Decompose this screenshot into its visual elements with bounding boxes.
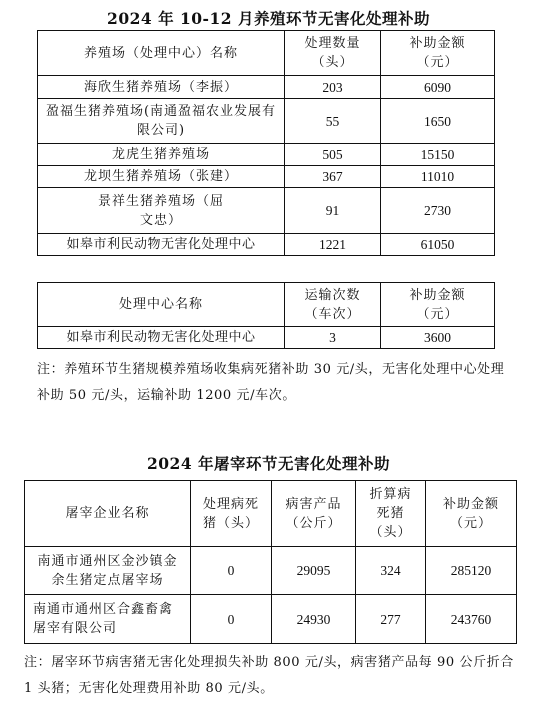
farm-name-cell: 盈福生猪养殖场(南通盈福农业发展有限公司) <box>38 99 285 144</box>
farm-name-cell: 海欣生猪养殖场（李振） <box>38 76 285 99</box>
transport-subsidy-table <box>37 282 495 349</box>
table-header-row <box>25 481 517 547</box>
table-row <box>38 76 495 99</box>
dead-pigs-cell: 0 <box>191 547 272 595</box>
products-kg-cell: 29095 <box>272 547 356 595</box>
table-row <box>38 234 495 256</box>
farm-name-cell: 如皋市利民动物无害化处理中心 <box>38 234 285 256</box>
table-row <box>38 99 495 144</box>
header-cell: 折算病死猪（头） <box>356 481 426 547</box>
products-kg-cell: 24930 <box>272 595 356 644</box>
amount-cell: 11010 <box>381 166 495 188</box>
quantity-cell: 203 <box>285 76 381 99</box>
header-cell: 病害产品（公斤） <box>272 481 356 547</box>
header-cell: 处理数量（头） <box>285 31 381 76</box>
header-cell: 处理中心名称 <box>38 283 285 327</box>
table-row <box>38 166 495 188</box>
enterprise-name-cell: 南通市通州区金沙镇金余生猪定点屠宰场 <box>25 547 191 595</box>
table-header-row <box>38 283 495 327</box>
header-cell: 补助金额（元） <box>426 481 517 547</box>
header-cell: 屠宰企业名称 <box>25 481 191 547</box>
header-cell: 补助金额（元） <box>381 283 495 327</box>
header-cell: 补助金额（元） <box>381 31 495 76</box>
quantity-cell: 1221 <box>285 234 381 256</box>
converted-pigs-cell: 324 <box>356 547 426 595</box>
transport-count-cell: 3 <box>285 327 381 349</box>
farm-name-cell: 龙虎生猪养殖场 <box>38 144 285 166</box>
converted-pigs-cell: 277 <box>356 595 426 644</box>
amount-cell: 6090 <box>381 76 495 99</box>
header-cell: 运输次数（车次） <box>285 283 381 327</box>
amount-cell: 243760 <box>426 595 517 644</box>
center-name-cell: 如皋市利民动物无害化处理中心 <box>38 327 285 349</box>
header-cell: 处理病死猪（头） <box>191 481 272 547</box>
amount-cell: 285120 <box>426 547 517 595</box>
enterprise-name-cell: 南通市通州区合鑫畜禽屠宰有限公司 <box>25 595 191 644</box>
table-row <box>25 547 517 595</box>
quantity-cell: 505 <box>285 144 381 166</box>
amount-cell: 1650 <box>381 99 495 144</box>
slaughter-subsidy-table <box>24 480 517 644</box>
dead-pigs-cell: 0 <box>191 595 272 644</box>
section1-title: 2024 年 10-12 月养殖环节无害化处理补助 <box>107 9 430 28</box>
header-cell: 养殖场（处理中心）名称 <box>38 31 285 76</box>
slaughter-note: 注：屠宰环节病害猪无害化处理损失补助 800 元/头，病害猪产品每 90 公斤折合 1 头猪；无害化处理费用补助 80 元/头。 <box>24 655 514 696</box>
table-header-row <box>38 31 495 76</box>
farm-name-cell: 龙坝生猪养殖场（张建） <box>38 166 285 188</box>
amount-cell: 3600 <box>381 327 495 349</box>
quantity-cell: 55 <box>285 99 381 144</box>
quantity-cell: 367 <box>285 166 381 188</box>
table-row <box>38 327 495 349</box>
table-row <box>38 188 495 234</box>
quantity-cell: 91 <box>285 188 381 234</box>
table-row <box>25 595 517 644</box>
table-row <box>38 144 495 166</box>
amount-cell: 2730 <box>381 188 495 234</box>
farm-name-cell: 景祥生猪养殖场（屈文忠） <box>38 188 285 234</box>
section3-title: 2024 年屠宰环节无害化处理补助 <box>146 454 391 473</box>
breeding-note: 注：养殖环节生猪规模养殖场收集病死猪补助 30 元/头，无害化处理中心处理补助 50 元/头，运输补助 1200 元/车次。 <box>37 362 505 403</box>
amount-cell: 61050 <box>381 234 495 256</box>
breeding-subsidy-table <box>37 30 495 256</box>
amount-cell: 15150 <box>381 144 495 166</box>
